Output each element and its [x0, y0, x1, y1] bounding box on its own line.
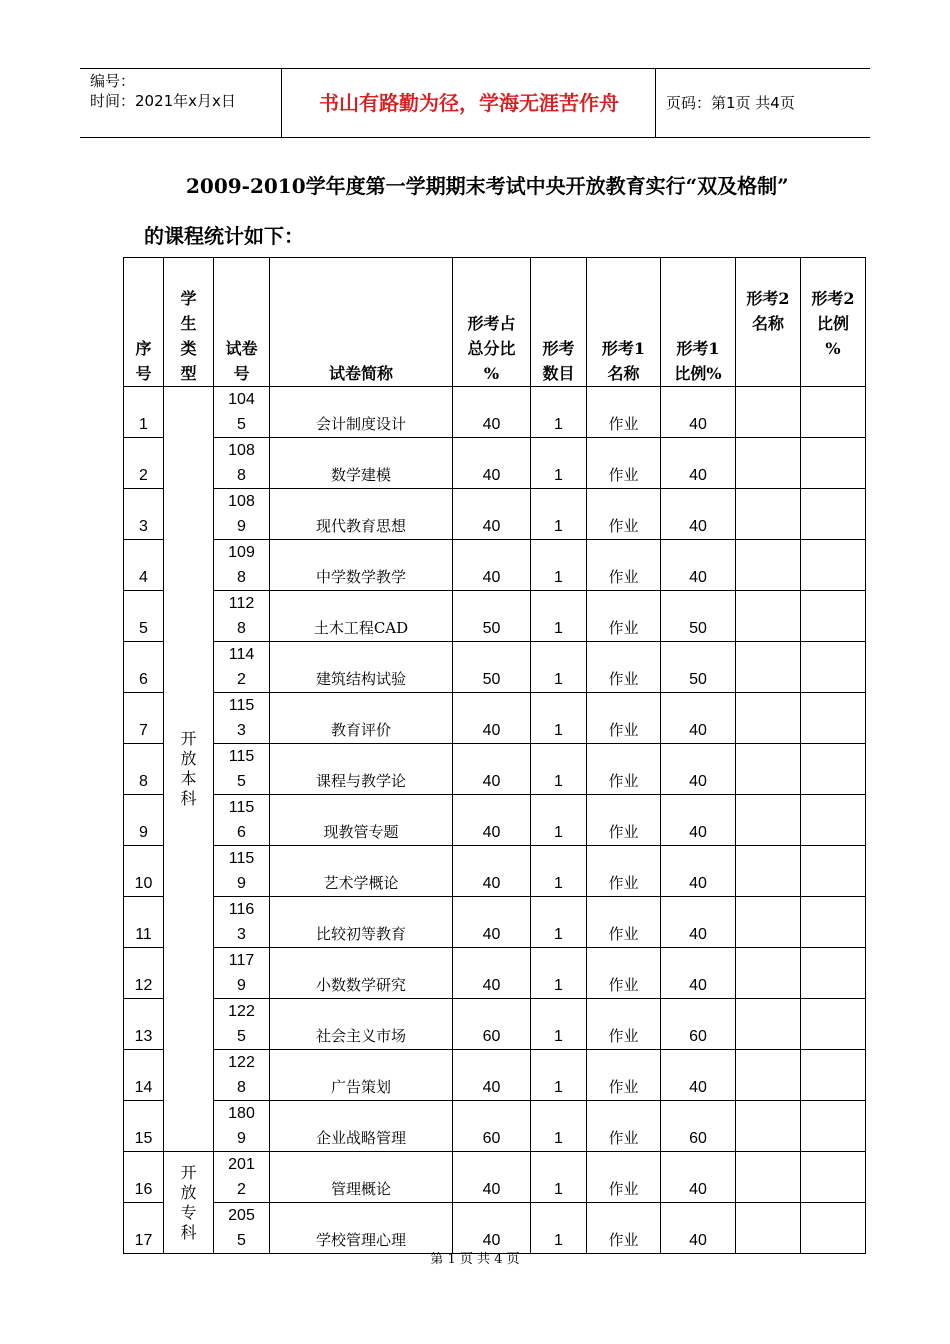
cell-name1: 作业: [587, 591, 661, 642]
course-statistics-table: [123, 257, 866, 1254]
table-row: [124, 642, 866, 693]
header-line: 形考2: [746, 289, 790, 308]
header-line: 号: [135, 364, 152, 383]
cell-name1: 作业: [587, 1050, 661, 1101]
cell-name2: [736, 642, 801, 693]
cell-share: 40: [453, 795, 531, 846]
cell-paper-no: [214, 999, 270, 1050]
cell-name1: 作业: [587, 642, 661, 693]
cell-name1: 作业: [587, 999, 661, 1050]
cell-seq: 8: [124, 744, 164, 795]
paper-no-line: 122: [228, 1003, 255, 1020]
cell-ratio2: [801, 897, 866, 948]
cell-seq: 2: [124, 438, 164, 489]
cell-seq: 16: [124, 1152, 164, 1203]
cell-paper-no: [214, 540, 270, 591]
cell-name2: [736, 744, 801, 795]
cell-seq: 1: [124, 387, 164, 438]
table-header-row: [124, 258, 866, 387]
cell-ratio2: [801, 693, 866, 744]
cell-seq: 11: [124, 897, 164, 948]
header-line: 比例%: [674, 364, 722, 383]
cell-ratio2: [801, 948, 866, 999]
table-row: [124, 1101, 866, 1152]
cell-ratio1: 40: [661, 1203, 736, 1254]
cell-name2: [736, 846, 801, 897]
cell-seq: 3: [124, 489, 164, 540]
cell-name1: 作业: [587, 489, 661, 540]
student-type-char: 放: [180, 1182, 197, 1202]
student-type-char: 开: [180, 1162, 197, 1182]
cell-ratio1: 50: [661, 591, 736, 642]
cell-paper-name: 现教管专题: [270, 795, 453, 846]
cell-paper-no: [214, 693, 270, 744]
cell-paper-name: 中学数学教学: [270, 540, 453, 591]
cell-ratio2: [801, 540, 866, 591]
header-line: 生: [180, 314, 197, 333]
header-motto: 书山有路勤为径，学海无涯苦作舟: [319, 91, 619, 115]
cell-name1: 作业: [587, 387, 661, 438]
paper-no-line: 201: [228, 1156, 255, 1173]
header-line: 名称: [751, 314, 784, 333]
paper-no-line: 3: [237, 722, 246, 739]
cell-ratio1: 60: [661, 999, 736, 1050]
header-count: [531, 258, 587, 387]
paper-no-line: 8: [237, 1079, 246, 1096]
cell-name2: [736, 948, 801, 999]
cell-paper-no: [214, 1101, 270, 1152]
cell-name2: [736, 540, 801, 591]
table-row: [124, 795, 866, 846]
header-line: 数目: [542, 364, 575, 383]
cell-paper-no: [214, 1050, 270, 1101]
cell-paper-name: 社会主义市场: [270, 999, 453, 1050]
cell-paper-no: [214, 1152, 270, 1203]
student-type-char: 科: [180, 1222, 197, 1242]
table-row: [124, 897, 866, 948]
paper-no-line: 8: [237, 467, 246, 484]
paper-no-line: 205: [228, 1207, 255, 1224]
header-ratio1: [661, 258, 736, 387]
header-paper-no: [214, 258, 270, 387]
table-row: [124, 438, 866, 489]
cell-ratio1: 40: [661, 693, 736, 744]
cell-count: 1: [531, 744, 587, 795]
cell-count: 1: [531, 1203, 587, 1254]
header-page-info: 页码：第1页 共4页: [666, 94, 795, 112]
cell-share: 40: [453, 387, 531, 438]
cell-count: 1: [531, 948, 587, 999]
table-row: [124, 1203, 866, 1254]
table-row: [124, 948, 866, 999]
cell-share: 40: [453, 438, 531, 489]
cell-count: 1: [531, 540, 587, 591]
cell-name1: 作业: [587, 540, 661, 591]
cell-name1: 作业: [587, 1203, 661, 1254]
table-row: [124, 1152, 866, 1203]
header-line: 试卷简称: [328, 364, 393, 383]
header-line: 形考: [542, 339, 575, 358]
header-line: 形考2: [811, 289, 855, 308]
paper-no-line: 108: [228, 442, 255, 459]
paper-no-line: 117: [228, 952, 255, 969]
cell-ratio1: 40: [661, 1152, 736, 1203]
paper-no-line: 115: [228, 799, 255, 816]
paper-no-line: 116: [228, 901, 255, 918]
cell-count: 1: [531, 1152, 587, 1203]
table-row: [124, 591, 866, 642]
cell-share: 60: [453, 999, 531, 1050]
header-seq: [124, 258, 164, 387]
document-title-line1: 2009-2010学年度第一学期期末考试中央开放教育实行“双及格制”: [186, 174, 789, 198]
student-type-char: 专: [180, 1202, 197, 1222]
document-time-label: 时间：2021年x月x日: [90, 92, 236, 110]
cell-ratio1: 40: [661, 387, 736, 438]
cell-paper-name: 艺术学概论: [270, 846, 453, 897]
cell-name2: [736, 438, 801, 489]
cell-ratio1: 60: [661, 1101, 736, 1152]
cell-share: 40: [453, 489, 531, 540]
cell-name2: [736, 693, 801, 744]
cell-seq: 4: [124, 540, 164, 591]
paper-no-line: 115: [228, 748, 255, 765]
header-line: 比例: [816, 314, 849, 333]
cell-paper-no: [214, 591, 270, 642]
paper-no-line: 9: [237, 977, 246, 994]
paper-no-line: 122: [228, 1054, 255, 1071]
cell-paper-name: 学校管理心理: [270, 1203, 453, 1254]
table-row: [124, 1050, 866, 1101]
document-title-line2: 的课程统计如下：: [144, 224, 304, 248]
cell-share: 60: [453, 1101, 531, 1152]
cell-name1: 作业: [587, 897, 661, 948]
paper-no-line: 2: [237, 671, 246, 688]
cell-paper-name: 课程与教学论: [270, 744, 453, 795]
cell-name2: [736, 999, 801, 1050]
header-line: 形考占: [467, 314, 516, 333]
cell-share: 40: [453, 948, 531, 999]
cell-share: 40: [453, 1203, 531, 1254]
cell-share: 50: [453, 591, 531, 642]
cell-seq: 12: [124, 948, 164, 999]
header-line: %: [483, 364, 500, 383]
cell-seq: 10: [124, 846, 164, 897]
header-line: 形考1: [601, 339, 646, 358]
header-line: %: [825, 339, 841, 358]
cell-count: 1: [531, 693, 587, 744]
student-type-char: 本: [180, 769, 197, 788]
cell-name1: 作业: [587, 744, 661, 795]
cell-name2: [736, 1101, 801, 1152]
cell-ratio1: 40: [661, 1050, 736, 1101]
cell-name2: [736, 1203, 801, 1254]
header-student-type: [164, 258, 214, 387]
table-row: [124, 540, 866, 591]
cell-paper-no: [214, 387, 270, 438]
cell-share: 50: [453, 642, 531, 693]
cell-name1: 作业: [587, 846, 661, 897]
header-line: 名称: [607, 364, 640, 383]
cell-paper-name: 企业战略管理: [270, 1101, 453, 1152]
paper-no-line: 6: [237, 824, 246, 841]
header-line: 试卷: [225, 339, 258, 358]
cell-ratio1: 40: [661, 438, 736, 489]
cell-paper-no: [214, 438, 270, 489]
header-line: 型: [180, 364, 197, 383]
cell-seq: 6: [124, 642, 164, 693]
page-footer: 第 1 页 共 4 页: [430, 1252, 520, 1267]
cell-ratio2: [801, 846, 866, 897]
cell-count: 1: [531, 489, 587, 540]
cell-paper-name: 数学建模: [270, 438, 453, 489]
header-line: 总分比: [467, 339, 516, 358]
paper-no-line: 108: [228, 493, 255, 510]
header-ratio2: [801, 258, 866, 387]
paper-no-line: 9: [237, 875, 246, 892]
cell-count: 1: [531, 897, 587, 948]
paper-no-line: 180: [228, 1105, 255, 1122]
cell-student-type: [164, 1152, 214, 1254]
cell-name2: [736, 1152, 801, 1203]
cell-share: 40: [453, 1152, 531, 1203]
cell-ratio2: [801, 744, 866, 795]
cell-name1: 作业: [587, 438, 661, 489]
header-meta: [90, 71, 236, 111]
cell-ratio1: 40: [661, 897, 736, 948]
cell-share: 40: [453, 846, 531, 897]
cell-seq: 17: [124, 1203, 164, 1254]
cell-ratio2: [801, 1203, 866, 1254]
cell-name2: [736, 387, 801, 438]
table-row: [124, 387, 866, 438]
cell-ratio2: [801, 999, 866, 1050]
cell-share: 40: [453, 540, 531, 591]
header-name1: [587, 258, 661, 387]
cell-paper-name: 小数数学研究: [270, 948, 453, 999]
cell-ratio2: [801, 438, 866, 489]
cell-seq: 15: [124, 1101, 164, 1152]
cell-paper-no: [214, 489, 270, 540]
cell-ratio1: 40: [661, 744, 736, 795]
table-row: [124, 999, 866, 1050]
cell-name1: 作业: [587, 1152, 661, 1203]
header-line: 号: [233, 364, 250, 383]
cell-count: 1: [531, 1050, 587, 1101]
cell-seq: 14: [124, 1050, 164, 1101]
cell-paper-name: 建筑结构试验: [270, 642, 453, 693]
cell-paper-name: 比较初等教育: [270, 897, 453, 948]
cell-share: 40: [453, 744, 531, 795]
cell-count: 1: [531, 387, 587, 438]
cell-name2: [736, 1050, 801, 1101]
cell-paper-no: [214, 744, 270, 795]
cell-share: 40: [453, 897, 531, 948]
paper-no-line: 3: [237, 926, 246, 943]
cell-name1: 作业: [587, 693, 661, 744]
document-number-label: 编号：: [90, 72, 136, 90]
paper-no-line: 5: [237, 1028, 246, 1045]
cell-count: 1: [531, 795, 587, 846]
cell-paper-name: 会计制度设计: [270, 387, 453, 438]
cell-paper-name: 现代教育思想: [270, 489, 453, 540]
cell-student-type: [164, 387, 214, 1152]
cell-ratio2: [801, 387, 866, 438]
page-header: [80, 68, 870, 138]
cell-paper-no: [214, 1203, 270, 1254]
table-row: [124, 744, 866, 795]
cell-name2: [736, 591, 801, 642]
header-paper-name: [270, 258, 453, 387]
cell-share: 40: [453, 1050, 531, 1101]
cell-share: 40: [453, 693, 531, 744]
paper-no-line: 112: [228, 595, 255, 612]
paper-no-line: 109: [228, 544, 255, 561]
header-name2: [736, 258, 801, 387]
cell-paper-name: 管理概论: [270, 1152, 453, 1203]
paper-no-line: 5: [237, 416, 246, 433]
paper-no-line: 115: [228, 697, 255, 714]
cell-name2: [736, 489, 801, 540]
cell-paper-no: [214, 897, 270, 948]
cell-ratio1: 40: [661, 540, 736, 591]
header-line: 类: [180, 339, 197, 358]
cell-count: 1: [531, 846, 587, 897]
paper-no-line: 2: [237, 1181, 246, 1198]
cell-seq: 5: [124, 591, 164, 642]
paper-no-line: 114: [228, 646, 255, 663]
paper-no-line: 5: [237, 773, 246, 790]
student-type-char: 科: [180, 789, 197, 808]
cell-ratio1: 40: [661, 489, 736, 540]
cell-count: 1: [531, 1101, 587, 1152]
cell-count: 1: [531, 438, 587, 489]
cell-name1: 作业: [587, 948, 661, 999]
cell-paper-name: 教育评价: [270, 693, 453, 744]
cell-ratio1: 40: [661, 795, 736, 846]
cell-count: 1: [531, 999, 587, 1050]
cell-paper-no: [214, 948, 270, 999]
paper-no-line: 8: [237, 620, 246, 637]
cell-name1: 作业: [587, 795, 661, 846]
cell-name2: [736, 897, 801, 948]
cell-paper-no: [214, 795, 270, 846]
paper-no-line: 5: [237, 1232, 246, 1249]
paper-no-line: 104: [228, 391, 255, 408]
cell-name2: [736, 795, 801, 846]
table-row: [124, 489, 866, 540]
table-row: [124, 846, 866, 897]
cell-name1: 作业: [587, 1101, 661, 1152]
paper-no-line: 9: [237, 1130, 246, 1147]
cell-ratio1: 50: [661, 642, 736, 693]
cell-ratio2: [801, 642, 866, 693]
cell-seq: 13: [124, 999, 164, 1050]
cell-ratio2: [801, 1101, 866, 1152]
cell-ratio1: 40: [661, 846, 736, 897]
cell-seq: 9: [124, 795, 164, 846]
cell-paper-no: [214, 846, 270, 897]
paper-no-line: 115: [228, 850, 255, 867]
student-type-char: 开: [180, 729, 197, 748]
cell-count: 1: [531, 642, 587, 693]
table-row: [124, 693, 866, 744]
cell-ratio1: 40: [661, 948, 736, 999]
header-line: 学: [180, 289, 197, 308]
student-type-char: 放: [180, 749, 197, 768]
paper-no-line: 9: [237, 518, 246, 535]
cell-ratio2: [801, 489, 866, 540]
cell-seq: 7: [124, 693, 164, 744]
cell-ratio2: [801, 795, 866, 846]
cell-paper-name: 广告策划: [270, 1050, 453, 1101]
cell-ratio2: [801, 1050, 866, 1101]
paper-no-line: 8: [237, 569, 246, 586]
cell-count: 1: [531, 591, 587, 642]
cell-ratio2: [801, 1152, 866, 1203]
header-line: 序: [135, 339, 152, 358]
cell-paper-name: 土木工程CAD: [270, 591, 453, 642]
header-share: [453, 258, 531, 387]
cell-paper-no: [214, 642, 270, 693]
cell-ratio2: [801, 591, 866, 642]
table-body: [124, 387, 866, 1254]
header-line: 形考1: [676, 339, 720, 358]
